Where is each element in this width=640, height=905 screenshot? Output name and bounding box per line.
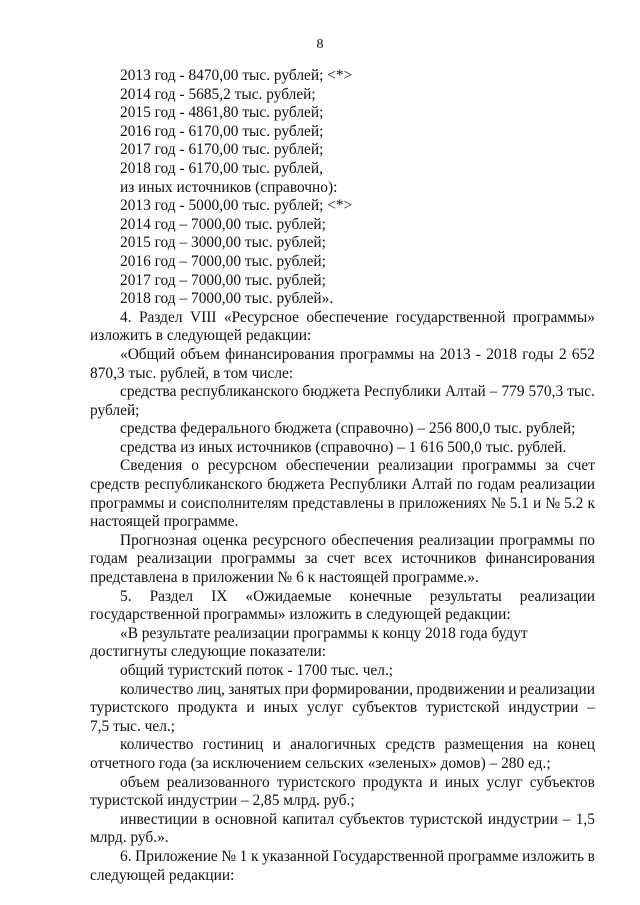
word: 6. [120,847,132,865]
word: республиканского [144,476,263,494]
word: средств [385,736,436,754]
text-line: 2018 год - 6170,00 тыс. рублей, [120,159,323,177]
text-line: 2014 год - 5685,2 тыс. рублей; [120,85,316,103]
word: бюджета [302,383,360,401]
word: индустрии [508,699,579,717]
word: результаты [429,587,502,605]
word: программы [499,531,574,549]
justified-line [90,681,595,700]
word: программы [339,345,415,363]
text-line: 2018 год – 7000,00 тыс. рублей». [120,290,334,308]
word: за [304,550,318,568]
justified-line [90,309,595,328]
word: республиканского [180,383,299,401]
word: ресурсном [207,457,277,475]
text-line: 2016 год – 7000,00 тыс. рублей; [120,252,326,270]
text-line: 2015 год – 3000,00 тыс. рублей; [120,234,326,252]
word: средств [90,476,140,494]
word: оценка [202,531,248,549]
text-line: представлена в приложении № 6 к настоящей программе.». [90,569,479,587]
word: 4. [120,308,132,326]
word: и [168,494,177,512]
word: 779 [501,383,525,401]
word: аналогичных [290,736,377,754]
word: обеспечения [331,531,414,549]
word: туристского [276,773,356,791]
word: на [419,345,435,363]
word: на [532,736,549,754]
word: – [489,383,498,401]
text-line: достигнуты следующие показатели: [90,643,327,661]
word: реализации [136,550,213,568]
justified-line [90,550,595,569]
word: счет [567,457,595,475]
word: «Общий [120,345,175,363]
justified-line [90,736,595,755]
text-line: настоящей программе. [90,513,239,531]
word: реализованного [166,773,270,791]
word: Раздел [138,308,183,326]
word: количество [120,680,194,698]
text-line: из иных источников (справочно): [120,178,338,196]
word: Алтай [444,383,486,401]
word: и [429,773,438,791]
word: обеспечение [306,308,389,326]
text-line: средства из иных источников (справочно) – 1 616 500,0 тыс. рублей. [120,438,567,456]
word: и [508,680,517,698]
word: представлены [292,494,384,512]
word: туристской [409,810,483,828]
word: гостиниц [202,736,264,754]
justified-line [90,532,595,551]
word: Республики [329,476,407,494]
word: 570,3 [528,383,564,401]
document-body [90,67,595,885]
word: 5.1 [509,494,529,512]
word: годам [477,476,516,494]
word: 5. [120,587,132,605]
text-line: рублей; [90,401,140,419]
word: размещения [444,736,524,754]
word: к [250,847,259,865]
word: иных [263,699,299,717]
word: реализации [519,587,595,605]
word: – [562,810,571,828]
word: конец [557,736,595,754]
word: капитал [282,810,335,828]
word: и [272,736,281,754]
word: обеспечении [285,457,370,475]
word: по [579,531,595,549]
word: 1,5 [575,810,595,828]
word: в [387,494,395,512]
word: 2018 [486,345,517,363]
text-line: 2017 год – 7000,00 тыс. рублей; [120,271,326,289]
word: № [545,494,561,512]
word: услуг [486,773,523,791]
word: количество [120,736,194,754]
word: Прогнозная [120,531,197,549]
justified-line [90,457,595,476]
word: бюджета [267,476,325,494]
word: 1 [239,847,248,865]
word: лиц, [196,680,225,698]
word: 652 [571,345,595,363]
word: программы [462,457,537,475]
word: реализации [519,680,595,698]
justified-line [90,476,595,495]
word: индустрии [487,810,558,828]
text-line: государственной программы» изложить в следующей редакции: [90,606,511,624]
word: финансирования [225,345,335,363]
word: и [246,699,255,717]
word: финансирования [485,550,595,568]
word: «Ресурсное [223,308,299,326]
word: Приложение [135,847,218,865]
word: программы» [512,308,595,326]
word: по [456,476,473,494]
text-line: 2013 год - 8470,00 тыс. рублей; <*> [120,67,353,84]
justified-line [90,699,595,718]
word: приложениях [399,494,487,512]
text-line: 870,3 тыс. рублей, в том числе: [90,364,294,382]
word: субъектов [339,810,405,828]
word: инвестиции [120,810,198,828]
text-line: 2014 год – 7000,00 тыс. рублей; [120,215,326,233]
text-line: млрд. руб.». [90,829,169,847]
word: субъектов [352,699,418,717]
word: тыс. [567,383,595,401]
text-line: 2017 год - 6170,00 тыс. рублей; [120,141,324,159]
justified-line [90,383,595,402]
word: о [191,457,199,475]
word: и [532,494,542,512]
word: Государственной [332,847,445,865]
word: – [587,699,595,717]
word: объем [120,773,160,791]
word: Раздел [149,587,194,605]
word: к [587,494,595,512]
word: туристской [426,699,500,717]
word: № [221,847,237,865]
word: Республики [363,383,441,401]
word: реализации [519,476,595,494]
text-line: «В результате реализации программы к концу 2018 года будут [120,624,528,642]
justified-line [90,811,595,830]
word: туристского [90,699,169,717]
word: иных [444,773,480,791]
text-line: туристской индустрии – 2,85 млрд. руб.; [90,792,355,810]
word: счет [326,550,355,568]
word: ресурсного [252,531,327,549]
word: в [587,847,595,865]
text-line: 2015 год - 4861,80 тыс. рублей; [120,104,324,122]
word: соисполнителям [180,494,289,512]
word: источников [401,550,477,568]
word: продукта [177,699,238,717]
justified-line [90,848,595,867]
word: 5.2 [564,494,584,512]
word: 2 [558,345,567,363]
word: указанной [262,847,330,865]
word: государственной [395,308,506,326]
word: изложить [522,847,585,865]
word: годы [522,345,554,363]
word: - [475,345,481,363]
text-line: отчетного года (за исключением сельских «зеленых» домов) – 280 ед.; [90,754,551,772]
text-line: 2013 год - 5000,00 тыс. рублей; <*> [120,197,353,215]
justified-line [90,346,595,365]
word: Алтай [411,476,453,494]
text-line: 2016 год - 6170,00 тыс. рублей; [120,122,324,140]
word: субъектов [529,773,595,791]
word: реализации [378,457,454,475]
word: программы [221,550,296,568]
word: занятых [228,680,282,698]
word: продукта [362,773,423,791]
word: Сведения [120,457,183,475]
word: 2013 [439,345,471,363]
word: конечные [349,587,412,605]
word: годам [90,550,128,568]
word: программы [90,494,165,512]
text-line: следующей редакции: [90,866,235,884]
text-line: 7,5 тыс. чел.; [90,717,176,735]
word: средства [120,383,177,401]
page-number: 8 [316,37,324,52]
word: при [284,680,309,698]
word: программе [447,847,519,865]
justified-line [90,495,595,514]
word: продвижении [416,680,505,698]
word: VIII [189,308,217,326]
text-line: средства федерального бюджета (справочно) – 256 800,0 тыс. рублей; [120,420,576,438]
justified-line [90,774,595,793]
word: объем [180,345,220,363]
word: основной [214,810,278,828]
text-line: общий туристский поток - 1700 тыс. чел.; [120,662,394,679]
word: реализации [418,531,495,549]
word: «Ожидаемые [245,587,332,605]
word: № [490,494,506,512]
word: формировании, [312,680,413,698]
word: IX [211,587,228,605]
word: всех [363,550,393,568]
word: в [202,810,210,828]
justified-line [90,588,595,607]
text-line: изложить в следующей редакции: [90,327,312,345]
word: услуг [306,699,344,717]
word: за [545,457,559,475]
